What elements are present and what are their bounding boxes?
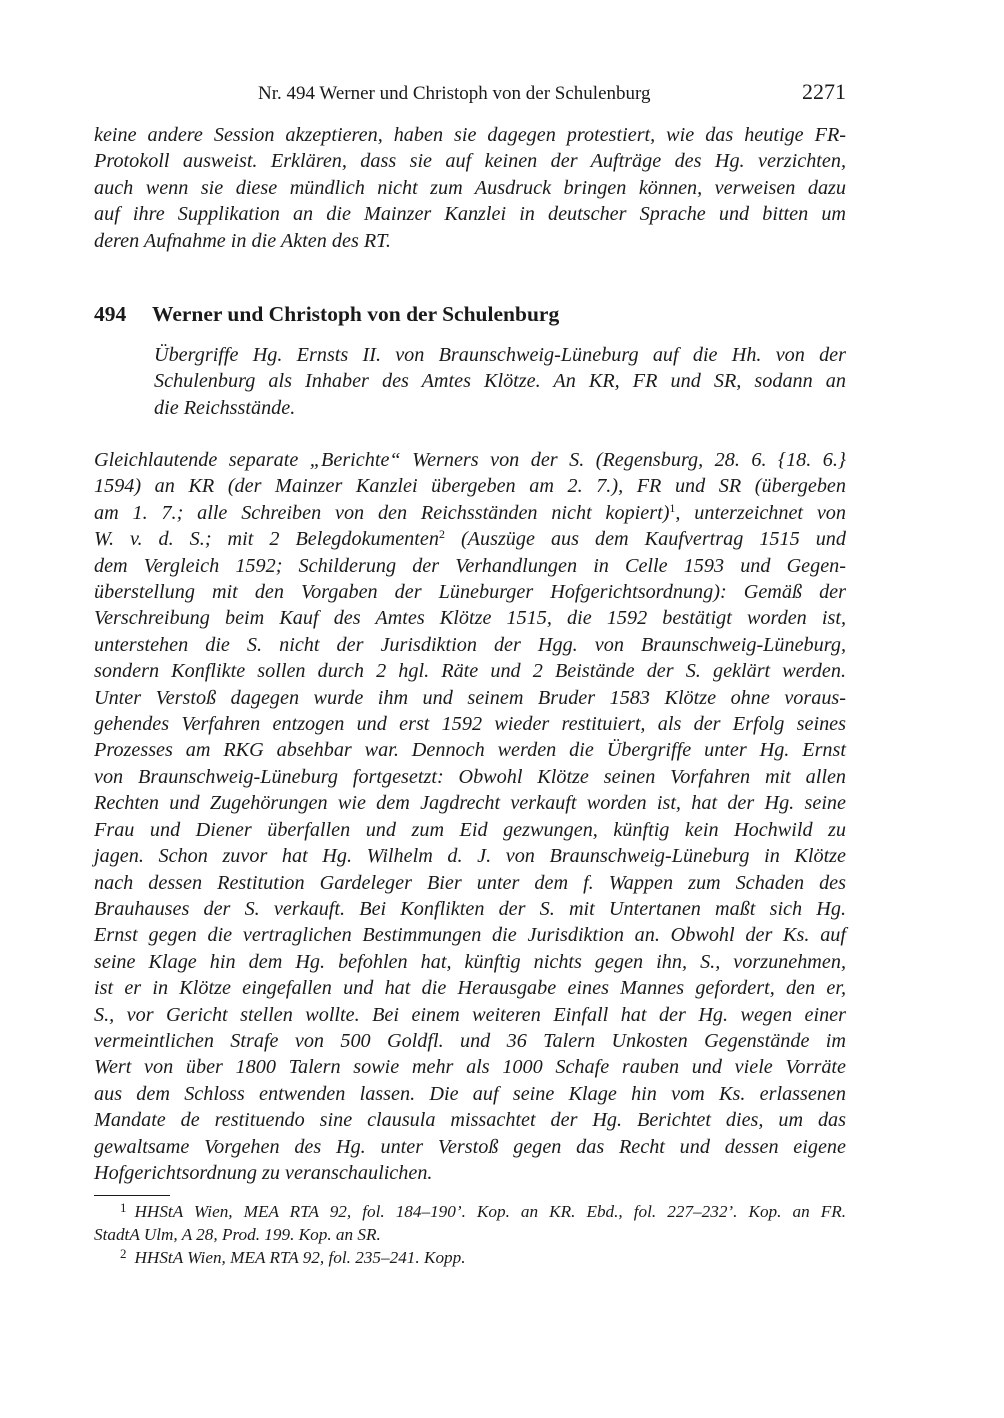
text-line: gewaltsame Vorgehen des Hg. unter Verstoß gegen das Recht und dessen eigene	[94, 1135, 846, 1158]
footnotes	[94, 1200, 846, 1269]
entry-title: Werner und Christoph von der Schulenburg	[152, 302, 560, 326]
footnote-mark: 2	[120, 1246, 127, 1261]
text-line: seine Klage hin dem Hg. befohlen hat, künftig nichts gegen ihn, S., vorzunehmen,	[94, 950, 846, 973]
footnote-divider	[94, 1195, 170, 1196]
text-line: Ernst gegen die vertraglichen Bestimmungen die Jurisdiktion an. Obwohl der Ks. auf	[94, 924, 846, 947]
running-head-title: Nr. 494 Werner und Christoph von der Schulenburg	[258, 83, 651, 104]
summary-line: Schulenburg als Inhaber des Amtes Klötze. An KR, FR und SR, sodann an	[154, 370, 846, 393]
entry-heading	[94, 299, 559, 329]
text-line: jagen. Schon zuvor hat Hg. Wilhelm d. J. von Braunschweig-Lüneburg in Klötze	[94, 845, 846, 868]
text-line: 1594) an KR (der Mainzer Kanzlei übergeben am 2. 7.), FR und SR (übergeben	[94, 475, 846, 498]
footnote-text: HHStA Wien, MEA RTA 92, fol. 184–190’. Kop. an KR. Ebd., fol. 227–232’. Kop. an FR.	[134, 1202, 846, 1221]
text-segment: , unterzeichnet von	[675, 501, 846, 524]
continuation-paragraph	[94, 122, 846, 254]
footnote-text: HHStA Wien, MEA RTA 92, fol. 235–241. Kopp.	[134, 1248, 466, 1267]
text-line: Hofgerichtsordnung zu veranschaulichen.	[94, 1161, 433, 1184]
text-line: sondern Konflikte sollen durch 2 hgl. Räte und 2 Beistände der S. geklärt werden.	[94, 660, 846, 683]
text-line: dem Vergleich 1592; Schilderung der Verhandlungen in Celle 1593 und Gegen-	[94, 554, 846, 577]
text-line: Gleichlautende separate „Berichte“ Werners von der S. (Regensburg, 28. 6. {18. 6.}	[94, 449, 846, 471]
page-number: 2271	[802, 79, 846, 104]
text-segment: (Auszüge aus dem Kaufvertrag 1515 und	[444, 528, 846, 551]
text-line: Mandate de restituendo sine clausula missachtet der Hg. Berichtet dies, um das	[94, 1109, 846, 1132]
footnote-2	[94, 1246, 846, 1269]
text-line: von Braunschweig-Lüneburg fortgesetzt: Obwohl Klötze seinen Vorfahren mit allen	[94, 765, 846, 788]
text-segment: am 1. 7.; alle Schreiben von den Reichsständen nicht kopiert)	[94, 501, 670, 524]
footnote-mark: 1	[120, 1200, 127, 1215]
entry-body	[94, 447, 846, 1186]
text-line: keine andere Session akzeptieren, haben sie dagegen protestiert, wie das heutige FR-	[94, 124, 846, 146]
text-line: Protokoll ausweist. Erklären, dass sie auf keinen der Aufträge des Hg. verzichten,	[94, 150, 846, 173]
text-line: Frau und Diener überfallen und zum Eid gezwungen, künftig kein Hochwild zu	[94, 818, 846, 841]
text-segment: W. v. d. S.; mit 2 Belegdokumenten	[94, 528, 439, 551]
text-line: Verschreibung beim Kauf des Amtes Klötze 1515, die 1592 bestätigt worden ist,	[94, 607, 846, 630]
footnote-1	[94, 1200, 846, 1246]
text-line: Wert von über 1800 Talern sowie mehr als 1000 Schafe rauben und viele Vorräte	[94, 1056, 846, 1079]
footnote-ref-2[interactable]: 2	[438, 527, 445, 542]
text-line: überstellung mit den Vorgaben der Lüneburger Hofgerichtsordnung): Gemäß der	[94, 581, 846, 604]
footnote-line	[94, 1200, 846, 1223]
text-line: S., vor Gericht stellen wollte. Bei einem weiteren Einfall hat der Hg. wegen einer	[94, 1003, 846, 1026]
footnote-ref-1[interactable]: 1	[669, 500, 676, 515]
summary-line: die Reichsstände.	[154, 396, 296, 419]
footnote-line: StadtA Ulm, A 28, Prod. 199. Kop. an SR.	[94, 1225, 381, 1244]
text-line: ist er in Klötze eingefallen und hat die Herausgabe eines Mannes gefordert, den er,	[94, 977, 846, 1000]
text-line: Brauhauses der S. verkauft. Bei Konflikten der S. mit Untertanen maßt sich Hg.	[94, 897, 846, 920]
text-line: nach dessen Restitution Gardeleger Bier unter dem f. Wappen zum Schaden des	[94, 871, 846, 894]
text-line	[94, 500, 846, 526]
entry-summary	[154, 342, 846, 421]
text-line: Prozesses am RKG absehbar war. Dennoch werden die Übergriffe unter Hg. Ernst	[94, 739, 846, 762]
text-line: auch wenn sie diese mündlich nicht zum Ausdruck bringen können, verweisen dazu	[94, 176, 846, 199]
text-line: unterstehen die S. nicht der Jurisdiktion der Hgg. von Braunschweig-Lüneburg,	[94, 633, 846, 656]
entry-number: 494	[94, 302, 127, 326]
text-line: Unter Verstoß dagegen wurde ihm und seinem Bruder 1583 Klötze ohne voraus-	[94, 686, 846, 709]
text-line: vermeintlichen Strafe von 500 Goldfl. und 36 Talern Unkosten Gegenstände im	[94, 1029, 846, 1052]
text-line: auf ihre Supplikation an die Mainzer Kanzlei in deutscher Sprache und bitten um	[94, 203, 846, 226]
text-line: gehendes Verfahren entzogen und erst 1592 wieder restituiert, als der Erfolg seines	[94, 713, 846, 736]
text-line: Rechten und Zugehörungen wie dem Jagdrecht verkauft worden ist, hat der Hg. seine	[94, 792, 846, 815]
text-line: deren Aufnahme in die Akten des RT.	[94, 229, 391, 252]
text-line	[94, 526, 846, 552]
text-line: aus dem Schloss entwenden lassen. Die auf seine Klage hin vom Ks. erlassenen	[94, 1082, 846, 1105]
running-head	[94, 80, 846, 108]
footnote-line	[94, 1246, 846, 1269]
summary-line: Übergriffe Hg. Ernsts II. von Braunschweig-Lüneburg auf die Hh. von der	[154, 344, 846, 366]
